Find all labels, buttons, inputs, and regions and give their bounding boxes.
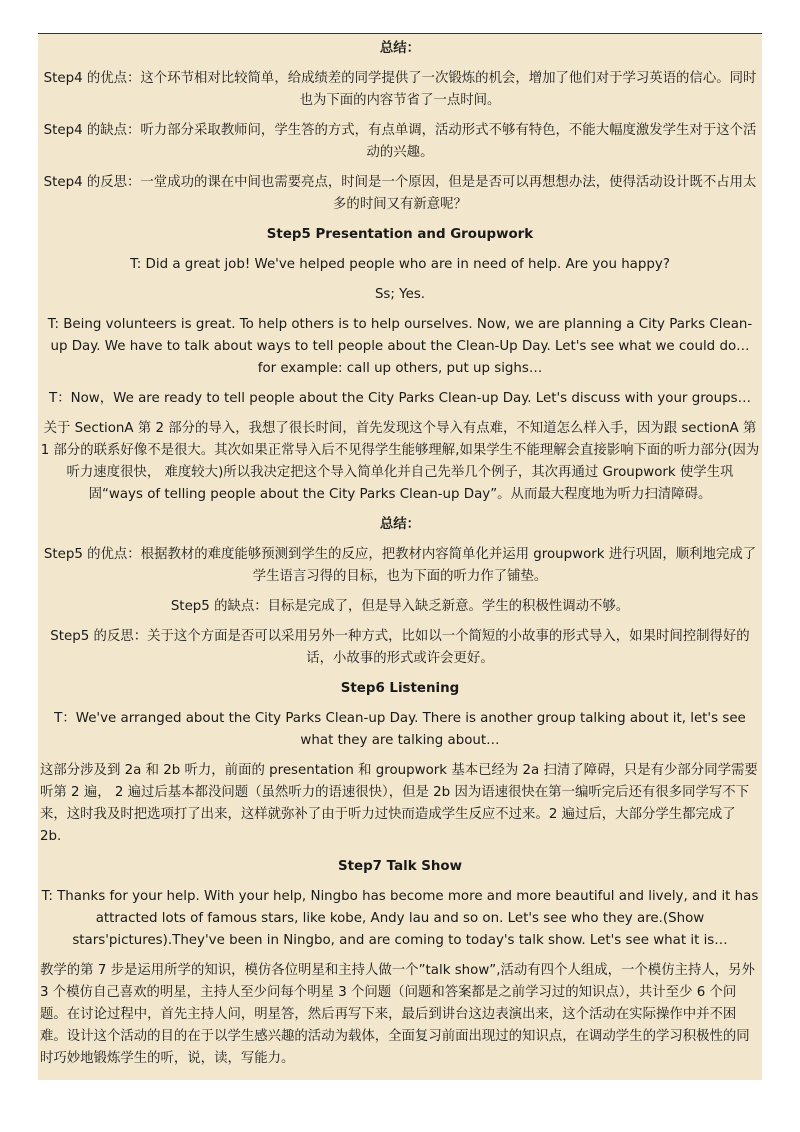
step5-note: 关于 SectionA 第 2 部分的导入，我想了很长时间，首先发现这个导入有点难，不知道怎么样入手，因为跟 sectionA 第 1 部分的联系好像不是很大。其次如果正常导入后不见得学生能够理解,如果学生不能理解会直接影响下面的听力部分(因为听力速度很快， 难度较大)所以我决定把这个导入简单化并自己先举几个例子，其次再通过 Groupwork 使学生巩固“ways of telling people about the City Parks Clean-up Day”。从而最大程度地为听力扫清障碍。	[40, 421, 760, 502]
step5-cons: Step5 的缺点：目标是完成了，但是导入缺乏新意。学生的积极性调动不够。	[170, 599, 630, 614]
step7-heading: Step7 Talk Show	[337, 859, 463, 874]
step6-heading: Step6 Listening	[340, 681, 460, 696]
step5-teacher-line-1: T: Did a great job! We've helped people who are in need of help. Are you happy?	[130, 257, 670, 272]
step7-note: 教学的第 7 步是运用所学的知识，模仿各位明星和主持人做一个”talk show”,活动有四个人组成，一个模仿主持人，另外 3 个模仿自己喜欢的明星，主持人至少问每个明星 3 个问题（问题和答案都是之前学习过的知识点），共计至少 6 个问题。在讨论过程中，首先主持人问，明星答，然后再写下来，最后到讲台这边表演出来，这个活动在实际操作中并不困难。设计这个活动的目的在于以学生感兴趣的活动为载体，全面复习前面出现过的知识点，在调动学生的学习积极性的同时巧妙地锻炼学生的听，说，读，写能力。	[40, 963, 755, 1066]
step4-cons: Step4 的缺点：听力部分采取教师问，学生答的方式，有点单调，活动形式不够有特色，不能大幅度激发学生对于这个活动的兴趣。	[43, 123, 757, 160]
summary-heading: 总结：	[379, 41, 421, 56]
content-block	[38, 34, 762, 1080]
step5-teacher-line-3: T：Now，We are ready to tell people about the City Parks Clean-up Day. Let's discuss with your groups…	[49, 391, 751, 406]
step4-pros: Step4 的优点：这个环节相对比较简单，给成绩差的同学提供了一次锻炼的机会，增加了他们对于学习英语的信心。同时也为下面的内容节省了一点时间。	[43, 71, 757, 108]
step5-heading: Step5 Presentation and Groupwork	[266, 227, 534, 242]
step5-reflection: Step5 的反思：关于这个方面是否可以采用另外一种方式，比如以一个简短的小故事的形式导入，如果时间控制得好的话，小故事的形式或许会更好。	[50, 629, 750, 666]
summary-heading: 总结：	[379, 517, 421, 532]
step5-students-line: Ss; Yes.	[374, 287, 426, 302]
step5-teacher-line-2: T: Being volunteers is great. To help others is to help ourselves. Now, we are planning a City Parks Clean-up Day. We have to talk about ways to tell people about the Clean-Up Day. Let's see what we could do… for example: call up others, put up sighs…	[47, 317, 753, 376]
step4-reflection: Step4 的反思：一堂成功的课在中间也需要亮点，时间是一个原因，但是是否可以再想想办法，使得活动设计既不占用太多的时间又有新意呢？	[43, 175, 757, 212]
step6-teacher-line: T：We've arranged about the City Parks Clean-up Day. There is another group talking about it, let's see what they are talking about…	[54, 711, 746, 748]
step7-teacher-line: T: Thanks for your help. With your help, Ningbo has become more and more beautiful and lively, and it has attracted lots of famous stars, like kobe, Andy lau and so on. Let's see who they are.(Show stars'pictures).They've been in Ningbo, and are coming to today's talk show. Let's see what it is…	[41, 889, 759, 948]
step5-pros: Step5 的优点：根据教材的难度能够预测到学生的反应，把教材内容简单化并运用 groupwork 进行巩固，顺利地完成了学生语言习得的目标，也为下面的听力作了铺垫。	[43, 547, 757, 584]
step6-note: 这部分涉及到 2a 和 2b 听力，前面的 presentation 和 groupwork 基本已经为 2a 扫清了障碍，只是有少部分同学需要听第 2 遍， 2 遍过后基本都没问题（虽然听力的语速很快），但是 2b 因为语速很快在第一编听完后还有很多同学写不下来，这时我及时把选项打了出来，这样就弥补了由于听力过快而造成学生反应不过来。2 遍过后，大部分学生都完成了 2b.	[40, 763, 758, 844]
